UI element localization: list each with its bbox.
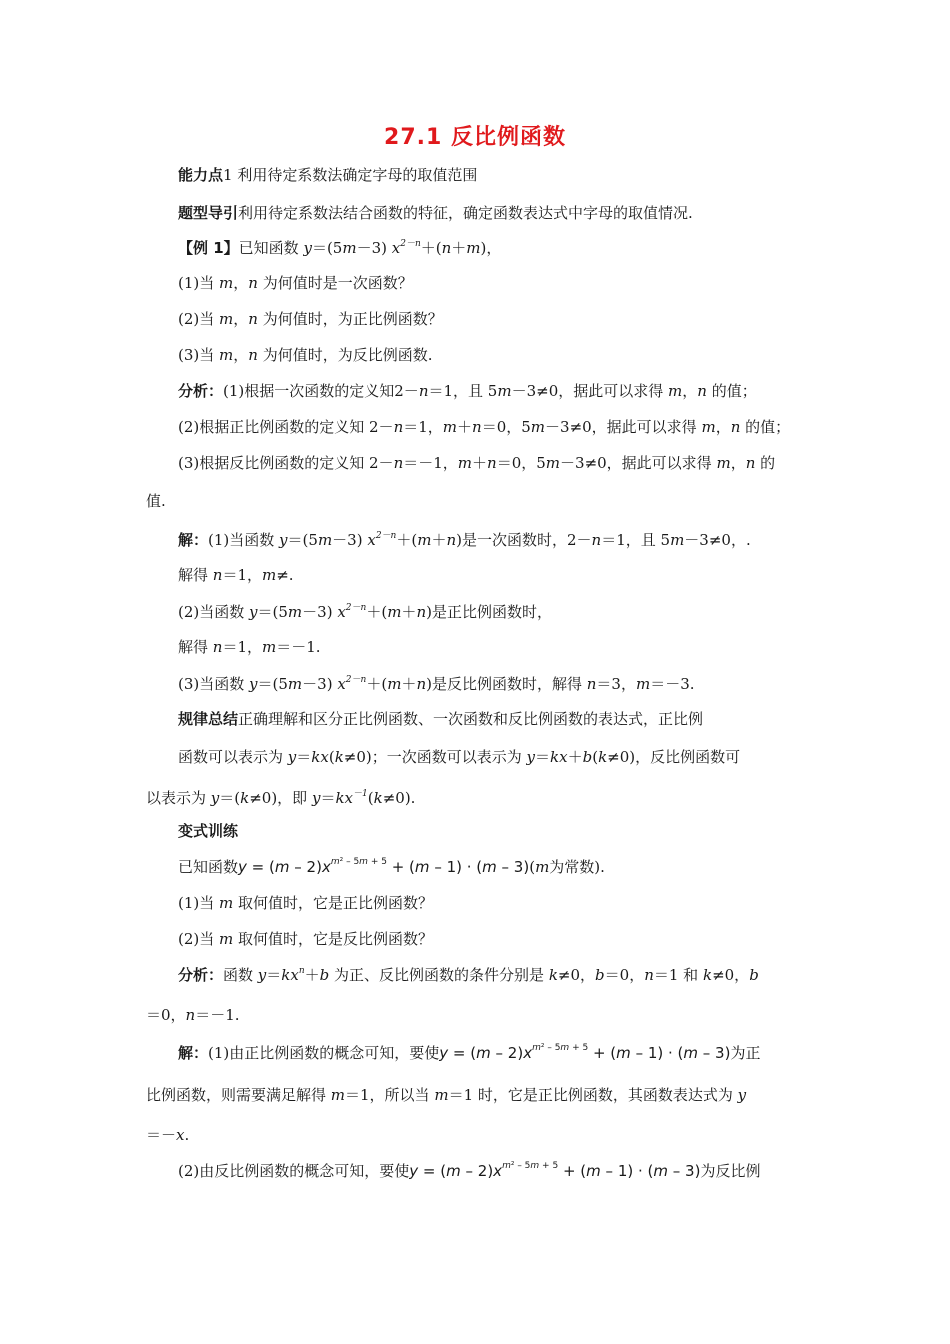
solution-3: (3)当函数 y＝(5m－3) $x^{2-n}+(m+n)$是反比例函数时，解得 n＝3，m＝－3.: [178, 675, 695, 693]
analysis-2: (2)根据正比例函数的定义知 2－n＝1，m＋n＝0，5m－3≠0，据此可以求得 m，n 的值；: [178, 418, 791, 436]
example-text: 已知函数 y＝(5m－3) $x^{2-n}+(n+m)$，: [238, 239, 502, 257]
example-line: [178, 236, 501, 258]
exercise-solution-label: 解：: [178, 1044, 209, 1062]
question-3: (3)当 m，n 为何值时，为反比例函数.: [178, 346, 433, 364]
solution-1-result: 解得 n＝1，m≠.: [178, 566, 294, 584]
question-2: (2)当 m，n 为何值时，为正比例函数？: [178, 310, 443, 328]
solution-2-result: 解得 n＝1，m＝－1.: [178, 638, 321, 656]
exercise-solution-1c: ＝－x.: [146, 1126, 190, 1144]
summary-3: 以表示为 y＝(k≠0)，即 $y=kx^{-1}(k\ne 0)$.: [146, 789, 416, 807]
guide-text: 利用待定系数法结合函数的特征，确定函数表达式中字母的取值情况.: [238, 204, 693, 222]
analysis-label: 分析：: [178, 382, 224, 400]
exercise-q2: (2)当 m 取何值时，它是反比例函数？: [178, 930, 434, 948]
page-title: 27.1 反比例函数: [384, 125, 566, 150]
summary-label: 规律总结: [178, 710, 239, 728]
exercise-statement: 已知函数$y = (m - 2)x^{m^2 - 5m + 5} + (m - 1) \cdot (m - 3)(m$为常数).: [178, 857, 605, 876]
analysis-3: (3)根据反比例函数的定义知 2－n＝－1，m＋n＝0，5m－3≠0，据此可以求得 m，n 的: [178, 454, 776, 472]
exercise-solution-2: (2)由反比例函数的概念可知，要使$y = (m - 2)x^{m^2 - 5m + 5} + (m - 1) \cdot (m - 3)$为反比例: [178, 1161, 761, 1180]
exercise-solution-1b: 比例函数，则需要满足解得 m＝1，所以当 m＝1 时，它是正比例函数，其函数表达式为 y: [146, 1086, 747, 1104]
analysis-3-cont: 值.: [146, 492, 166, 510]
exercise-analysis-1: 分析：函数 $y=kx^n+b$ 为正、反比例函数的条件分别是 k≠0，b＝0，n＝1 和 k≠0，b: [178, 966, 759, 984]
exercise-analysis-label: 分析：: [178, 966, 224, 984]
exercise-solution-1: 解：(1)由正比例函数的概念可知，要使$y = (m - 2)x^{m^2 - 5m + 5} + (m - 1) \cdot (m - 3)$为正: [178, 1043, 761, 1062]
guide-label: 题型导引: [178, 204, 239, 222]
exercise-analysis-2: ＝0，n＝－1.: [146, 1006, 240, 1024]
summary-1: 规律总结正确理解和区分正比例函数、一次函数和反比例函数的表达式，正比例: [178, 710, 704, 728]
question-1: (1)当 m，n 为何值时是一次函数？: [178, 274, 413, 292]
exercise-heading: [178, 820, 238, 841]
ability-text: 1 利用待定系数法确定字母的取值范围: [223, 166, 478, 184]
solution-label: 解：: [178, 531, 209, 549]
example-label: 【例 1】: [178, 239, 239, 257]
ability-label: 能力点: [178, 166, 224, 184]
guide-line: [178, 202, 693, 223]
solution-2: (2)当函数 y＝(5m－3) $x^{2-n}+(m+n)$是正比例函数时，: [178, 603, 552, 621]
ability-point-line: [178, 164, 477, 185]
exercise-q1: (1)当 m 取何值时，它是正比例函数？: [178, 894, 434, 912]
solution-1: 解：(1)当函数 y＝(5m－3) $x^{2-n}+(m+n)$是一次函数时，2－n＝1，且 5m－3≠0，.: [178, 531, 751, 549]
summary-2: 函数可以表示为 y＝kx(k≠0)；一次函数可以表示为 y＝kx＋b(k≠0)，反比例函数可: [178, 748, 741, 766]
analysis-1: 分析：(1)根据一次函数的定义知2－n＝1，且 5m－3≠0，据此可以求得 m，n 的值；: [178, 382, 757, 400]
exercise-label: 变式训练: [178, 822, 239, 840]
